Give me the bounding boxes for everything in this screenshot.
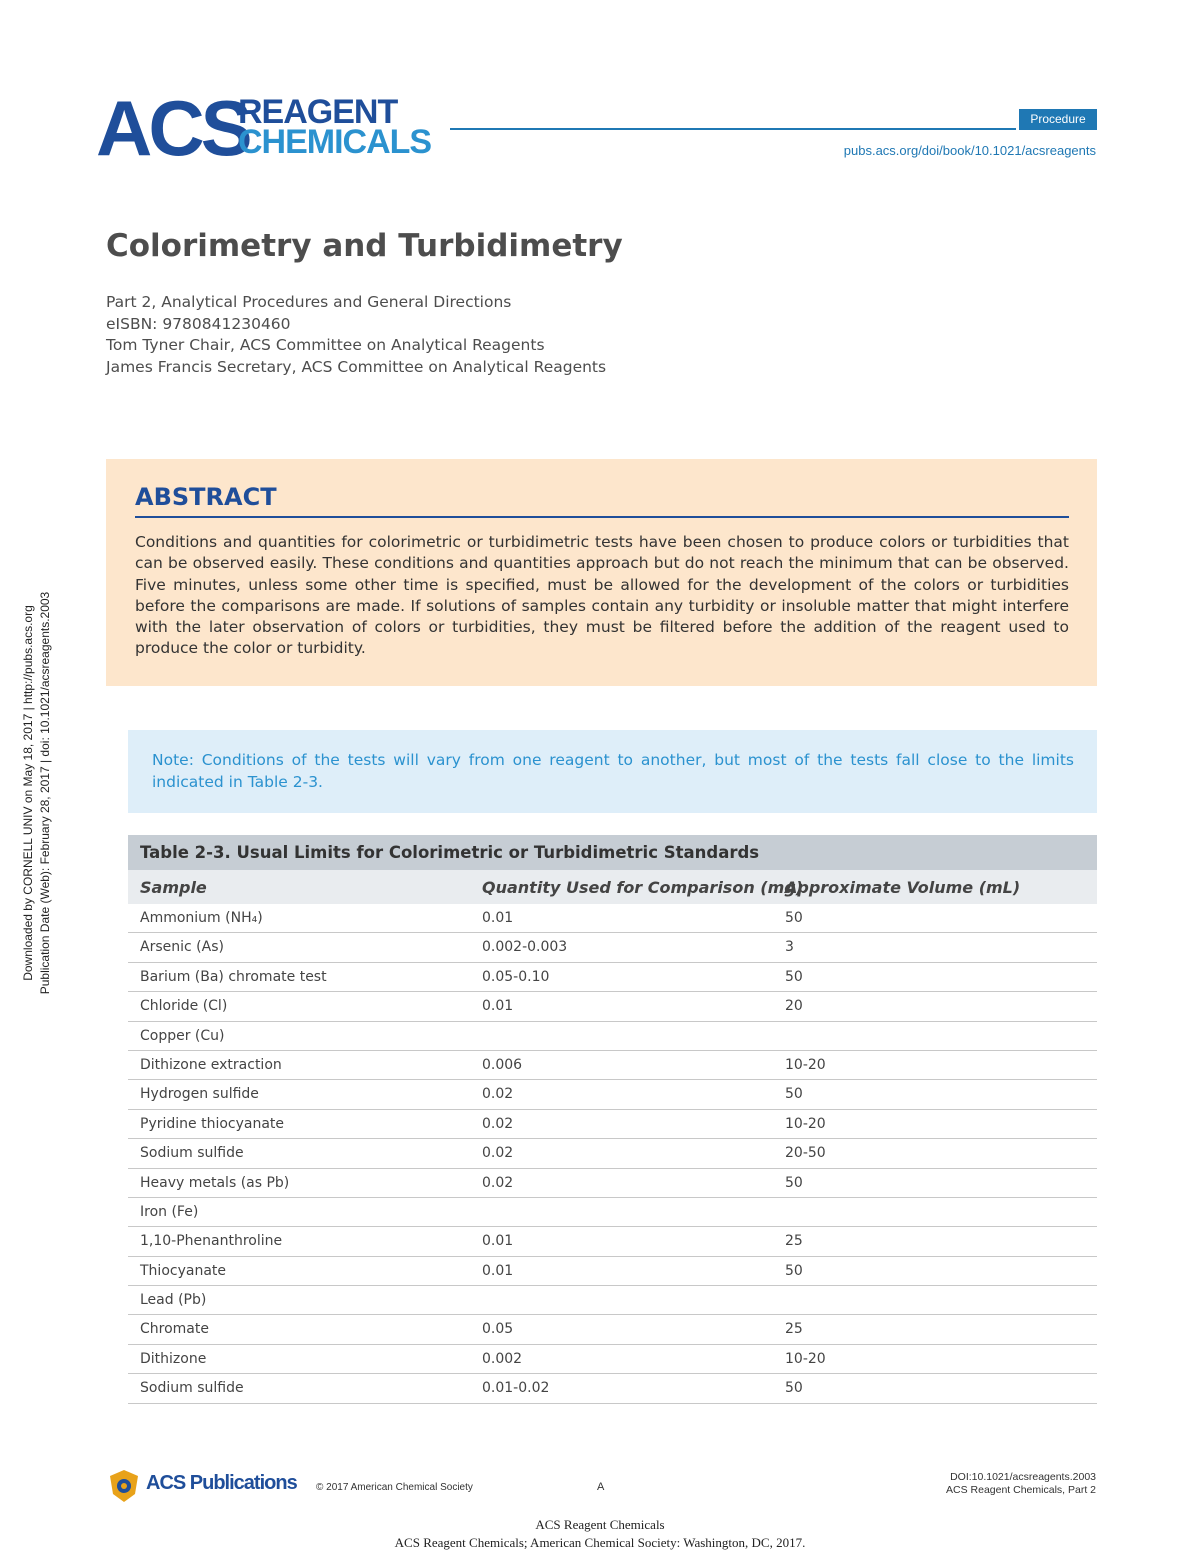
cell-sample: Pyridine thiocyanate	[140, 1115, 285, 1132]
cell-volume: 50	[785, 1086, 803, 1103]
meta-part: Part 2, Analytical Procedures and General Directions	[106, 293, 512, 311]
column-header-volume: Approximate Volume (mL)	[785, 878, 1021, 897]
cell-volume: 10-20	[785, 1056, 826, 1073]
cell-quantity: 0.002-0.003	[482, 939, 568, 956]
cell-volume: 25	[785, 1233, 803, 1250]
logo-chemicals-text: CHEMICALS	[238, 123, 432, 161]
cell-sample: Copper (Cu)	[140, 1027, 225, 1044]
table-row	[128, 1315, 1097, 1344]
cell-sample: Heavy metals (as Pb)	[140, 1174, 290, 1191]
cell-sample: Thiocyanate	[140, 1262, 226, 1279]
abstract-divider	[135, 516, 1069, 518]
bottom-citation: ACS Reagent Chemicals; American Chemical Society: Washington, DC, 2017.	[394, 1535, 806, 1550]
cell-sample: Dithizone	[140, 1350, 207, 1367]
publications-text: ACS Publications	[146, 1472, 297, 1494]
cell-volume: 25	[785, 1321, 803, 1338]
table-row	[128, 904, 1097, 933]
meta-chair: Tom Tyner Chair, ACS Committee on Analytical Reagents	[106, 336, 545, 354]
table-row	[128, 1110, 1097, 1139]
cell-quantity: 0.01	[482, 998, 514, 1015]
logo-reagent-text: REAGENT	[238, 93, 398, 131]
table-row	[128, 1286, 1097, 1315]
column-header-quantity: Quantity Used for Comparison (mg)	[482, 878, 804, 897]
download-stamp-line1: Downloaded by CORNELL UNIV on May 18, 2017 | http://pubs.acs.org	[21, 605, 35, 981]
cell-sample: Lead (Pb)	[140, 1292, 207, 1309]
cell-volume: 20-50	[785, 1145, 826, 1162]
table-row	[128, 963, 1097, 992]
table-row	[128, 1374, 1097, 1403]
page-title: Colorimetry and Turbidimetry	[106, 228, 623, 264]
cell-quantity: 0.002	[482, 1350, 523, 1367]
cell-volume: 50	[785, 1262, 803, 1279]
footer-series: ACS Reagent Chemicals, Part 2	[946, 1484, 1096, 1496]
table-row	[128, 1022, 1097, 1051]
table-row	[128, 1169, 1097, 1198]
cell-volume: 50	[785, 1380, 803, 1397]
table-title-bar	[128, 835, 1097, 870]
cell-sample: Sodium sulfide	[140, 1145, 244, 1162]
abstract-heading: ABSTRACT	[135, 483, 277, 511]
cell-sample: Ammonium (NH₄)	[140, 910, 263, 926]
header-divider	[450, 128, 1016, 130]
cell-quantity: 0.02	[482, 1145, 514, 1162]
table-row	[128, 992, 1097, 1021]
cell-volume: 50	[785, 910, 803, 926]
cell-sample: Arsenic (As)	[140, 939, 224, 956]
abstract-box	[106, 459, 1097, 686]
table-header-row	[128, 870, 1097, 904]
meta-secretary: James Francis Secretary, ACS Committee on Analytical Reagents	[106, 357, 607, 376]
cell-volume: 20	[785, 998, 803, 1015]
meta-eisbn: eISBN: 9780841230460	[106, 314, 291, 333]
cell-quantity: 0.05-0.10	[482, 968, 550, 985]
cell-sample: Barium (Ba) chromate test	[140, 968, 327, 985]
abstract-text: Conditions and quantities for colorimetric or turbidimetric tests have been chosen to produce colors or turbidities that can be observed easily. These conditions and quantities approach but do not reach the minimum that can be observed. Five minutes, unless some other time is specified, must be allowed for the development of the colors or turbidities before the comparisons are made. If solutions of samples contain any turbidity or insoluble matter that might interfere with the later observation of colors or turbidities, they must be filtered before the addition of the reagent used to produce the color or turbidity.	[135, 533, 1069, 658]
footer-doi: DOI:10.1021/acsreagents.2003	[950, 1471, 1096, 1483]
table-title: Table 2-3. Usual Limits for Colorimetric or Turbidimetric Standards	[140, 843, 760, 862]
bottom-book-title: ACS Reagent Chemicals	[535, 1517, 665, 1532]
table-row	[128, 1345, 1097, 1374]
column-header-sample: Sample	[140, 878, 207, 897]
logo-acs-text: ACS	[96, 84, 249, 172]
cell-quantity: 0.01-0.02	[482, 1380, 550, 1397]
procedure-badge: Procedure	[1019, 109, 1097, 130]
cell-quantity: 0.01	[482, 1233, 514, 1250]
book-doi-link[interactable]: pubs.acs.org/doi/book/10.1021/acsreagents	[843, 143, 1096, 158]
note-box	[128, 730, 1097, 813]
page-number: A	[597, 1481, 605, 1493]
table-row	[128, 1257, 1097, 1286]
cell-quantity: 0.02	[482, 1086, 514, 1103]
acs-shield-icon	[106, 1468, 142, 1504]
document-meta	[106, 292, 606, 378]
cell-volume: 50	[785, 1174, 803, 1191]
table-body	[128, 904, 1097, 1404]
download-stamp	[20, 448, 54, 1138]
copyright-text: © 2017 American Chemical Society	[316, 1482, 473, 1493]
footer-citation	[946, 1471, 1096, 1497]
cell-quantity: 0.02	[482, 1115, 514, 1132]
cell-volume: 10-20	[785, 1350, 826, 1367]
cell-sample: 1,10-Phenanthroline	[140, 1233, 283, 1250]
table-row	[128, 1227, 1097, 1256]
cell-sample: Sodium sulfide	[140, 1380, 244, 1397]
cell-sample: Hydrogen sulfide	[140, 1086, 259, 1103]
cell-volume: 3	[785, 939, 794, 956]
cell-quantity: 0.05	[482, 1321, 514, 1338]
table-row	[128, 1080, 1097, 1109]
cell-sample: Dithizone extraction	[140, 1056, 282, 1073]
note-text: Note: Conditions of the tests will vary from one reagent to another, but most of the tests fall close to the limits indicated in Table 2-3.	[152, 751, 1074, 791]
cell-quantity: 0.01	[482, 910, 514, 926]
table-row	[128, 933, 1097, 962]
cell-volume: 10-20	[785, 1115, 826, 1132]
table-row	[128, 1198, 1097, 1227]
cell-quantity: 0.02	[482, 1174, 514, 1191]
cell-volume: 50	[785, 968, 803, 985]
cell-sample: Chloride (Cl)	[140, 998, 228, 1015]
cell-quantity: 0.006	[482, 1056, 523, 1073]
cell-sample: Chromate	[140, 1321, 209, 1338]
table-row	[128, 1139, 1097, 1168]
table-row	[128, 1051, 1097, 1080]
download-stamp-line2: Publication Date (Web): February 28, 2017 | doi: 10.1021/acsreagents.2003	[38, 591, 52, 995]
cell-quantity: 0.01	[482, 1262, 514, 1279]
cell-sample: Iron (Fe)	[140, 1203, 199, 1220]
